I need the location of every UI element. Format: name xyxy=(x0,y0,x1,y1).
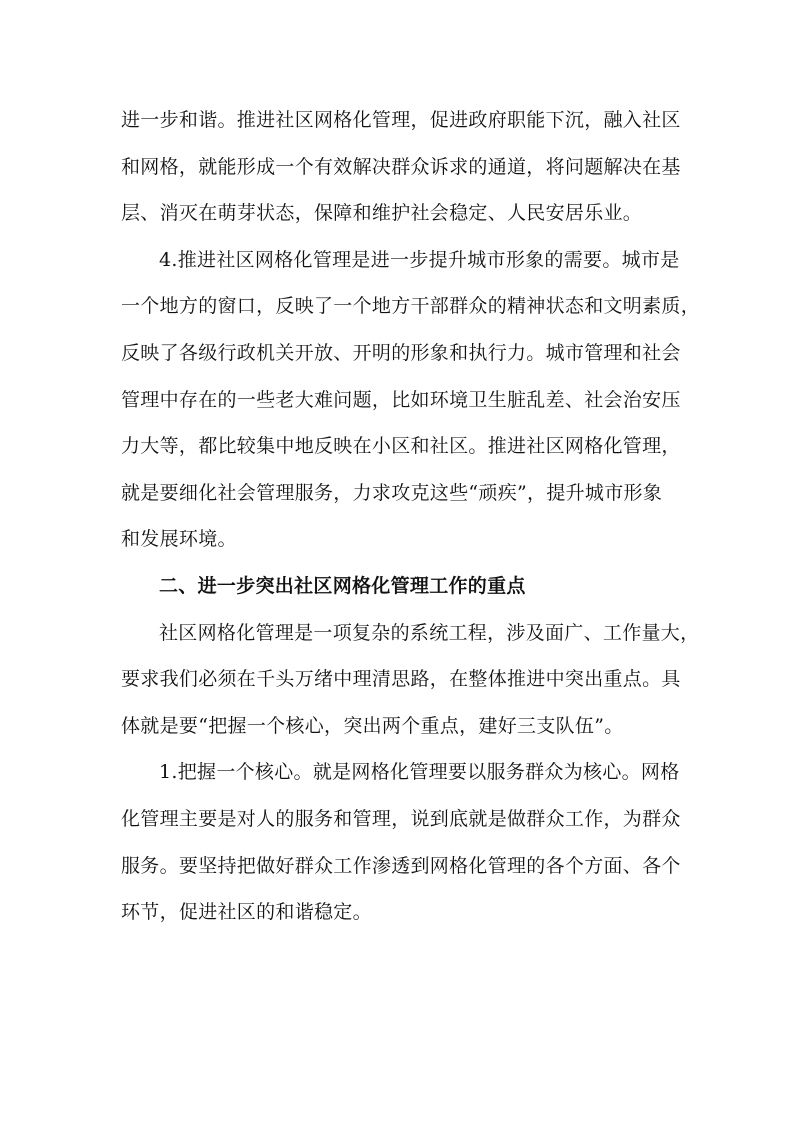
text-line: 4.推进社区网格化管理是进一步提升城市形象的需要。城市是 xyxy=(159,248,680,271)
text-line: 1.把握一个核心。就是网格化管理要以服务群众为核心。网格 xyxy=(159,761,680,784)
text-line: 层、消灭在萌芽状态，保障和维护社会稳定、人民安居乐业。 xyxy=(121,202,643,225)
text-line: 就是要细化社会管理服务，力求攻克这些“顽疾”，提升城市形象 xyxy=(121,481,663,504)
document-body xyxy=(121,103,701,942)
text-line: 化管理主要是对人的服务和管理，说到底就是做群众工作，为群众 xyxy=(121,807,681,830)
text-line: 服务。要坚持把做好群众工作渗透到网格化管理的各个方面、各个 xyxy=(121,854,681,877)
text-line: 体就是要“把握一个核心，突出两个重点，建好三支队伍”。 xyxy=(121,714,624,737)
text-line: 和网格，就能形成一个有效解决群众诉求的通道，将问题解决在基 xyxy=(121,155,681,178)
section-heading: 二、进一步突出社区网格化管理工作的重点 xyxy=(159,574,526,597)
text-line: 要求我们必须在千头万绪中理清思路，在整体推进中突出重点。具 xyxy=(121,668,681,691)
text-line: 环节，促进社区的和谐稳定。 xyxy=(121,901,372,924)
text-line: 管理中存在的一些老大难问题，比如环境卫生脏乱差、社会治安压 xyxy=(121,388,681,411)
text-line: 进一步和谐。推进社区网格化管理，促进政府职能下沉，融入社区 xyxy=(121,109,681,131)
text-line: 反映了各级行政机关开放、开明的形象和执行力。城市管理和社会 xyxy=(121,341,681,364)
text-line: 和发展环境。 xyxy=(121,528,237,551)
text-line: 力大等，都比较集中地反映在小区和社区。推进社区网格化管理， xyxy=(121,435,681,458)
text-line: 社区网格化管理是一项复杂的系统工程，涉及面广、工作量大， xyxy=(159,621,700,644)
text-line: 一个地方的窗口，反映了一个地方干部群众的精神状态和文明素质， xyxy=(121,295,701,318)
